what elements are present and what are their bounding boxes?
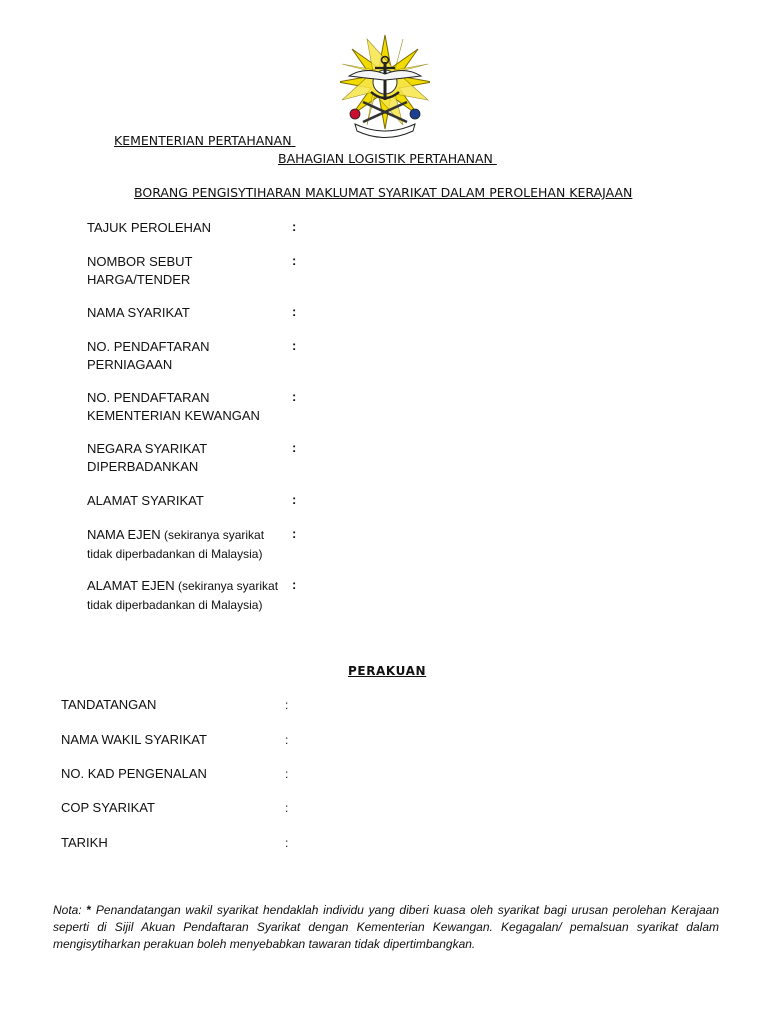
declaration-colon: : xyxy=(285,801,289,815)
field-colon: : xyxy=(292,338,297,353)
declaration-colon: : xyxy=(285,698,289,712)
ministry-crest-logo xyxy=(340,30,430,142)
declaration-colon: : xyxy=(285,836,289,850)
field-label-no-pendaftaran-kementerian: NO. PENDAFTARAN KEMENTERIAN KEWANGAN xyxy=(87,390,260,423)
field-label-no-pendaftaran-perniagaan: NO. PENDAFTARAN PERNIAGAAN xyxy=(87,339,210,372)
declaration-colon: : xyxy=(285,733,289,747)
field-colon: : xyxy=(292,253,297,268)
field-label-nama-ejen: NAMA EJEN (sekiranya syarikat tidak diperbadankan di Malaysia) xyxy=(87,527,265,561)
division-heading: BAHAGIAN LOGISTIK PERTAHANAN xyxy=(278,151,497,166)
field-colon: : xyxy=(292,577,297,592)
ministry-heading: KEMENTERIAN PERTAHANAN xyxy=(114,133,296,148)
field-colon: : xyxy=(292,389,297,404)
field-colon: : xyxy=(292,492,297,507)
declaration-label-tandatangan: TANDATANGAN xyxy=(61,697,157,712)
field-label-nombor-sebut-harga: NOMBOR SEBUT HARGA/TENDER xyxy=(87,254,193,287)
field-label-nama-syarikat: NAMA SYARIKAT xyxy=(87,305,190,320)
field-label-alamat-ejen: ALAMAT EJEN (sekiranya syarikat tidak diperbadankan di Malaysia) xyxy=(87,578,279,612)
field-label-alamat-syarikat: ALAMAT SYARIKAT xyxy=(87,493,204,508)
field-note: (sekiranya syarikat tidak diperbadankan di Malaysia) xyxy=(87,579,279,612)
footnote-star: * xyxy=(86,903,92,917)
declaration-label-no-kad-pengenalan: NO. KAD PENGENALAN xyxy=(61,766,207,781)
declaration-label-cop-syarikat: COP SYARIKAT xyxy=(61,800,155,815)
form-title: BORANG PENGISYTIHARAN MAKLUMAT SYARIKAT DALAM PEROLEHAN KERAJAAN xyxy=(134,185,633,200)
field-colon: : xyxy=(292,219,297,234)
field-colon: : xyxy=(292,440,297,455)
footnote: Nota: * Penandatangan wakil syarikat hendaklah individu yang diberi kuasa oleh syarikat bagi urusan perolehan Kerajaan seperti di Sijil Akuan Pendaftaran Syarikat dengan Kementerian Kewangan. Kegagalan/ pemalsuan syarikat dalam mengisytiharkan perakuan boleh menyebabkan tawaran tidak dipertimbangkan. xyxy=(53,903,720,951)
field-label-tajuk-perolehan: TAJUK PEROLEHAN xyxy=(87,220,212,235)
field-colon: : xyxy=(292,526,297,541)
field-note: (sekiranya syarikat tidak diperbadankan di Malaysia) xyxy=(87,528,265,561)
declaration-label-tarikh: TARIKH xyxy=(61,835,108,850)
footnote-text: Penandatangan wakil syarikat hendaklah individu yang diberi kuasa oleh syarikat bagi urusan perolehan Kerajaan seperti di Sijil Akuan Pendaftaran Syarikat dengan Kementerian Kewangan. Kegagalan/ pemalsuan syarikat dalam mengisytiharkan perakuan boleh menyebabkan tawaran tidak dipertimbangkan. xyxy=(53,903,720,951)
field-label-negara-syarikat: NEGARA SYARIKAT DIPERBADANKAN xyxy=(87,441,207,474)
declaration-colon: : xyxy=(285,767,289,781)
perakuan-heading: PERAKUAN xyxy=(348,664,427,678)
declaration-label-nama-wakil: NAMA WAKIL SYARIKAT xyxy=(61,732,207,747)
field-colon: : xyxy=(292,304,297,319)
